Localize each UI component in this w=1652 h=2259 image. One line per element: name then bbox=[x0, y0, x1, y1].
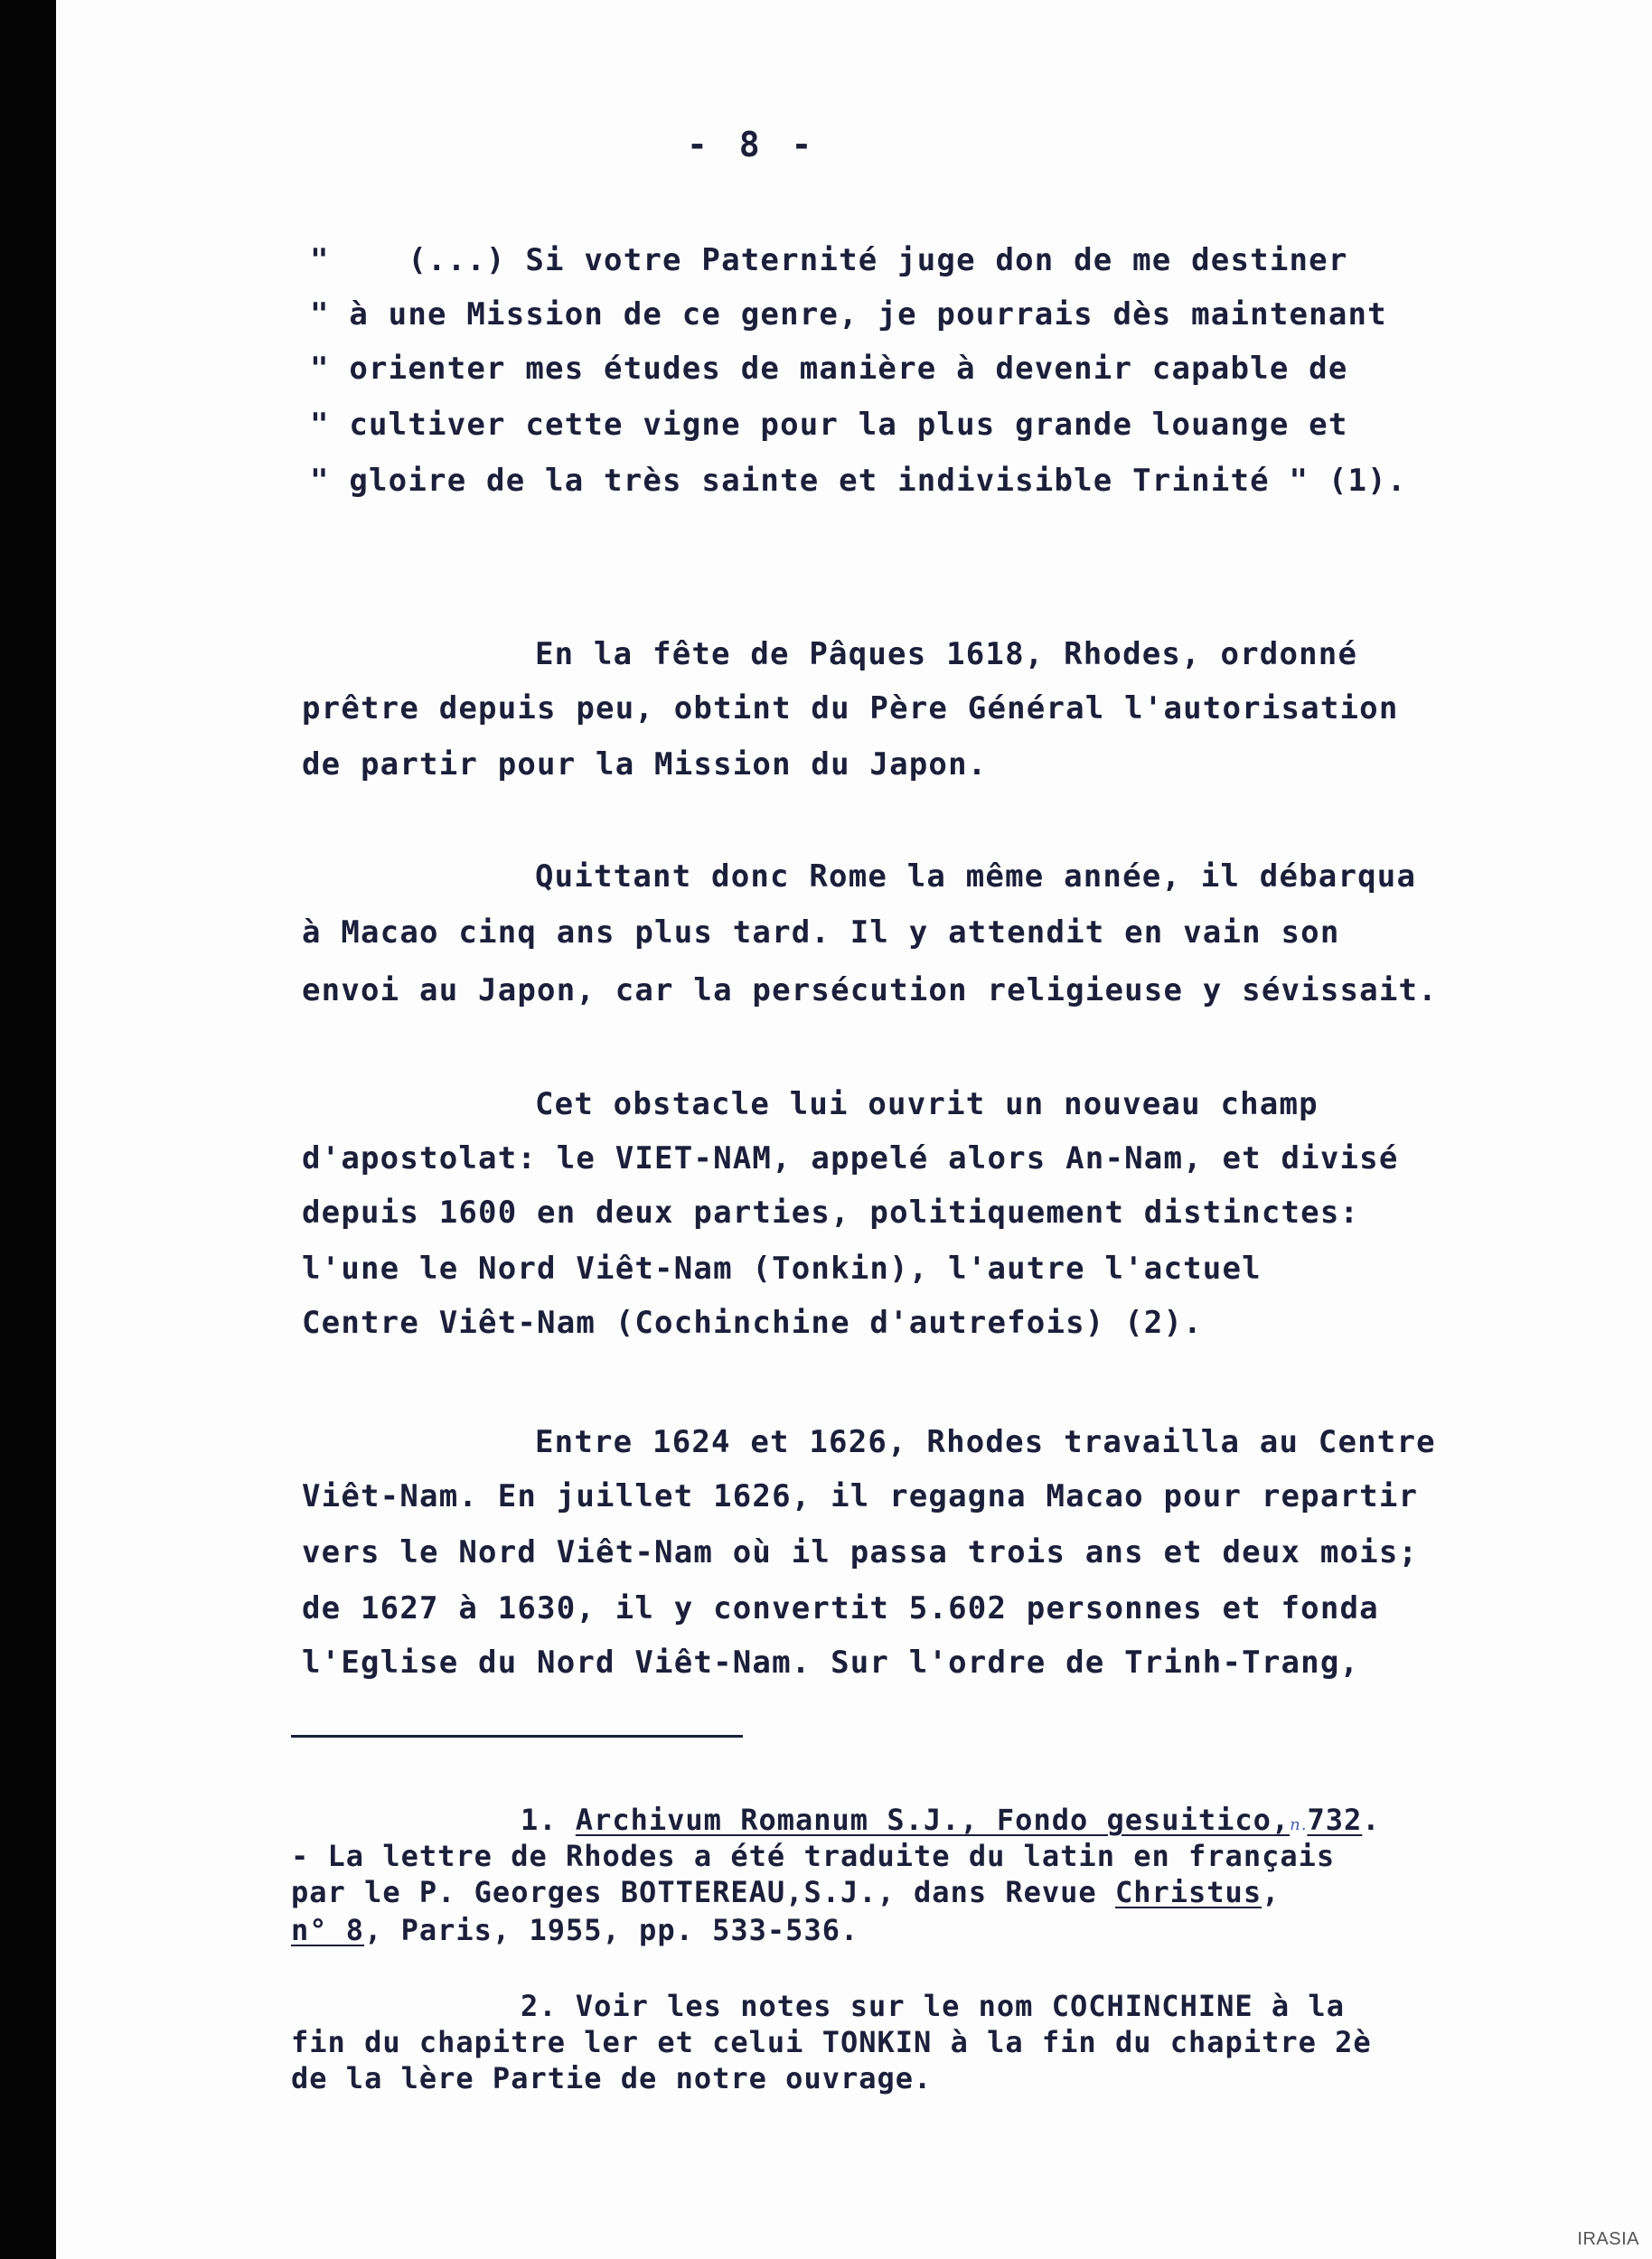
footnote-1-source: Archivum Romanum S.J., Fondo gesuitico, bbox=[575, 1803, 1291, 1837]
para2-line-2: à Macao cinq ans plus tard. Il y attendit en vain son bbox=[302, 914, 1340, 951]
handwritten-annotation: n. bbox=[1290, 1815, 1308, 1834]
quote-line-4: " cultiver cette vigne pour la plus grande louange et bbox=[310, 407, 1348, 443]
para1-line-1: En la fête de Pâques 1618, Rhodes, ordonné bbox=[535, 636, 1358, 672]
page-number: - 8 - bbox=[687, 125, 818, 164]
watermark: IRASIA bbox=[1577, 2229, 1639, 2249]
para2-line-1: Quittant donc Rome la même année, il débarqua bbox=[535, 858, 1417, 895]
para4-line-5: l'Eglise du Nord Viêt-Nam. Sur l'ordre de Trinh-Trang, bbox=[302, 1645, 1360, 1681]
footnote-1-end: . bbox=[1362, 1803, 1381, 1837]
quote-line-1: " (...) Si votre Paternité juge don de me destiner bbox=[310, 242, 1348, 278]
footnote-1-line-4 bbox=[291, 1914, 859, 1946]
quote-line-2: " à une Mission de ce genre, je pourrais dès maintenant bbox=[310, 296, 1387, 333]
para1-line-3: de partir pour la Mission du Japon. bbox=[302, 746, 988, 783]
footnote-1-line-3 bbox=[291, 1876, 1280, 1908]
footnote-1-line-1 bbox=[521, 1804, 1381, 1842]
footnote-1-publication: , Paris, 1955, pp. 533-536. bbox=[364, 1913, 859, 1947]
para3-line-4: l'une le Nord Viêt-Nam (Tonkin), l'autre l'actuel bbox=[302, 1251, 1262, 1287]
para2-line-3: envoi au Japon, car la persécution religieuse y sévissait. bbox=[302, 972, 1438, 1008]
footnote-1-number: 1. bbox=[521, 1803, 576, 1837]
footnote-1-comma: , bbox=[1262, 1875, 1281, 1909]
para4-line-1: Entre 1624 et 1626, Rhodes travailla au Centre bbox=[535, 1424, 1436, 1460]
para3-line-2: d'apostolat: le VIET-NAM, appelé alors An-Nam, et divisé bbox=[302, 1140, 1399, 1176]
footnote-1-journal: Christus bbox=[1114, 1875, 1262, 1909]
footnote-separator bbox=[291, 1735, 743, 1738]
footnote-2-line-3: de la lère Partie de notre ouvrage. bbox=[291, 2061, 933, 2095]
para1-line-2: prêtre depuis peu, obtint du Père Général l'autorisation bbox=[302, 690, 1399, 726]
footnote-2-line-1: 2. Voir les notes sur le nom COCHINCHINE à la bbox=[521, 1989, 1345, 2023]
footnote-1-line-2: - La lettre de Rhodes a été traduite du latin en français bbox=[291, 1839, 1336, 1873]
quote-line-3: " orienter mes études de manière à devenir capable de bbox=[310, 351, 1348, 387]
footnote-1-text: par le P. Georges BOTTEREAU,S.J., dans Revue bbox=[291, 1875, 1115, 1909]
para3-line-5: Centre Viêt-Nam (Cochinchine d'autrefois) (2). bbox=[302, 1305, 1203, 1341]
para4-line-4: de 1627 à 1630, il y convertit 5.602 personnes et fonda bbox=[302, 1590, 1379, 1626]
footnote-2-line-2: fin du chapitre ler et celui TONKIN à la fin du chapitre 2è bbox=[291, 2025, 1372, 2059]
para3-line-1: Cet obstacle lui ouvrit un nouveau champ bbox=[535, 1086, 1319, 1122]
para4-line-2: Viêt-Nam. En juillet 1626, il regagna Macao pour repartir bbox=[302, 1478, 1419, 1514]
footnote-1-ref: 732 bbox=[1307, 1803, 1363, 1837]
para4-line-3: vers le Nord Viêt-Nam où il passa trois ans et deux mois; bbox=[302, 1534, 1419, 1570]
footnote-1-issue: n° 8 bbox=[291, 1913, 365, 1947]
scanner-border bbox=[0, 0, 56, 2259]
quote-line-5: " gloire de la très sainte et indivisible Trinité " (1). bbox=[310, 463, 1407, 499]
para3-line-3: depuis 1600 en deux parties, politiquement distinctes: bbox=[302, 1195, 1360, 1231]
